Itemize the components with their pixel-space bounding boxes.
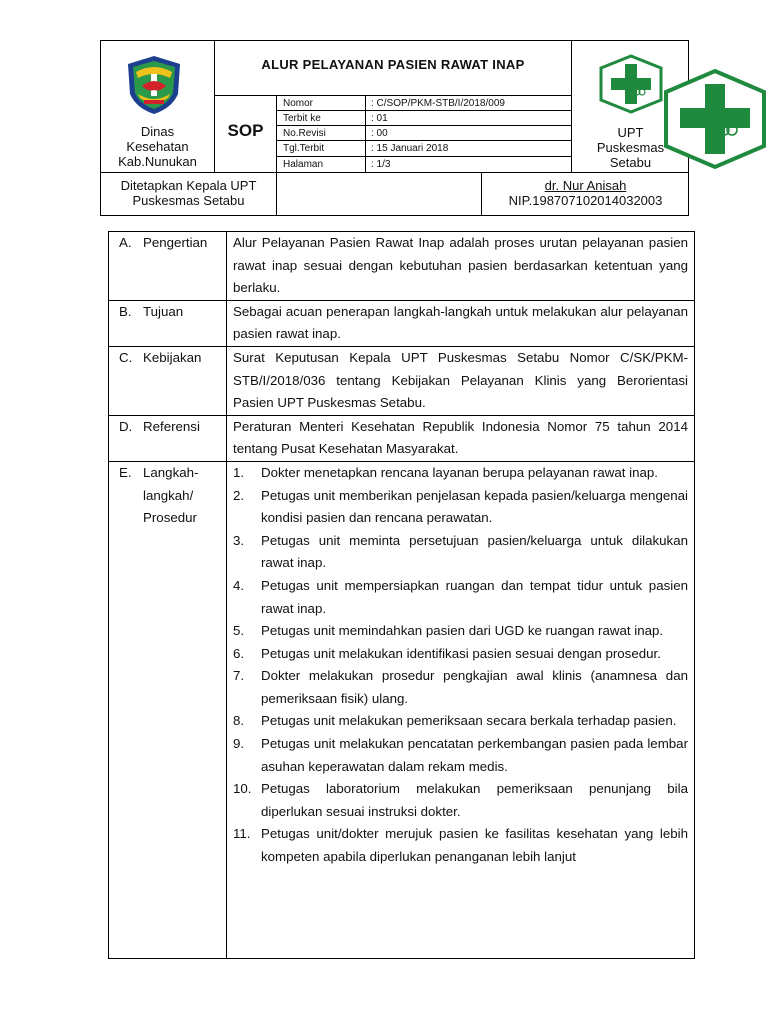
- meta-key: Terbit ke: [283, 112, 321, 124]
- meta-key: Nomor: [283, 97, 314, 109]
- section-body: Peraturan Menteri Kesehatan Republik Indonesia Nomor 75 tahun 2014 tentang Pusat Kesehatan Masyarakat.: [227, 415, 695, 461]
- section-body: [227, 461, 695, 958]
- step-number: 9.: [233, 736, 245, 752]
- procedure-step: [233, 823, 688, 868]
- meta-row: [277, 125, 571, 141]
- procedure-step: [233, 665, 688, 710]
- section-label-line: Prosedur: [143, 510, 197, 526]
- section-label-cell: [109, 300, 227, 346]
- step-text: Petugas laboratorium melakukan pemeriksaan penunjang bila diperlukan sesuai instruksi dokter.: [261, 781, 688, 819]
- sop-label: SOP: [227, 121, 264, 140]
- procedure-step: [233, 643, 688, 666]
- section-row: [109, 346, 695, 415]
- divider: [100, 172, 689, 173]
- meta-value: : 1/3: [371, 158, 391, 170]
- meta-value: : 15 Januari 2018: [371, 142, 449, 154]
- puskesmas-logo-icon: [597, 54, 665, 114]
- meta-value: : 01: [371, 112, 388, 124]
- right-org-line: UPT: [617, 125, 644, 140]
- section-body: Sebagai acuan penerapan langkah-langkah untuk melakukan alur pelayanan pasien rawat inap.: [227, 300, 695, 346]
- step-number: 10.: [233, 781, 252, 797]
- step-text: Petugas unit melakukan identifikasi pasien sesuai dengan prosedur.: [261, 645, 661, 661]
- step-text: Petugas unit melakukan pencatatan perkembangan pasien pada lembar asuhan keperawatan dalam rekam medis.: [261, 736, 688, 774]
- section-label-cell: [109, 461, 227, 958]
- step-text: Dokter menetapkan rencana layanan berupa pelayanan rawat inap.: [261, 464, 658, 480]
- meta-row: [277, 95, 571, 111]
- meta-key: No.Revisi: [283, 127, 326, 139]
- step-text: Petugas unit/dokter merujuk pasien ke fasilitas kesehatan yang lebih kompeten apabila diperlukan penanganan lebih lanjut: [261, 826, 688, 865]
- section-letter: D.: [119, 418, 133, 434]
- left-org-line: Kab.Nunukan: [118, 154, 197, 169]
- meta-row: [277, 156, 571, 172]
- section-letter: A.: [119, 235, 132, 250]
- procedure-step: [233, 733, 688, 778]
- signer-nip: NIP.198707102014032003: [508, 193, 663, 208]
- meta-key: Halaman: [283, 158, 324, 170]
- procedure-steps: [233, 462, 688, 869]
- section-label-cell: [109, 232, 227, 301]
- section-label: Kebijakan: [143, 349, 202, 365]
- document-title: ALUR PELAYANAN PASIEN RAWAT INAP: [261, 56, 525, 72]
- section-label-line: Langkah-: [143, 464, 199, 480]
- section-letter: E.: [119, 464, 132, 480]
- step-number: 7.: [233, 668, 245, 684]
- step-text: Petugas unit melakukan pemeriksaan secara berkala terhadap pasien.: [261, 713, 677, 729]
- section-label-line: langkah/: [143, 487, 194, 503]
- signer-name: dr. Nur Anisah: [544, 178, 627, 193]
- meta-key: Tgl.Terbit: [283, 142, 325, 154]
- procedure-step: [233, 778, 688, 823]
- section-row: [109, 415, 695, 461]
- section-body: Surat Keputusan Kepala UPT Puskesmas Setabu Nomor C/SK/PKM-STB/I/2018/036 tentang Kebijakan Pelayanan Klinis yang Berorientasi Pasien UPT Puskesmas Setabu.: [227, 346, 695, 415]
- procedure-step: [233, 620, 688, 643]
- step-number: 4.: [233, 577, 245, 593]
- section-label-cell: [109, 415, 227, 461]
- section-label: Tujuan: [143, 303, 184, 319]
- procedure-step: [233, 485, 688, 530]
- step-number: 11.: [233, 826, 251, 842]
- meta-row: [277, 110, 571, 126]
- section-label: Referensi: [143, 418, 200, 434]
- left-org-line: Dinas: [140, 124, 175, 139]
- step-text: Petugas unit mempersiapkan ruangan dan tempat tidur untuk pasien rawat inap.: [261, 577, 688, 616]
- step-text: Petugas unit meminta persetujuan pasien/keluarga untuk dilakukan rawat inap.: [261, 532, 688, 571]
- step-text: Petugas unit memindahkan pasien dari UGD ke ruangan rawat inap.: [261, 623, 664, 639]
- section-label: Pengertian: [143, 235, 208, 250]
- step-number: 2.: [233, 487, 245, 503]
- step-number: 1.: [233, 464, 245, 480]
- section-label: [143, 462, 220, 530]
- kabupaten-emblem-icon: [124, 54, 184, 116]
- sop-content-table: [108, 231, 695, 959]
- procedure-step: [233, 462, 688, 485]
- procedure-step: [233, 575, 688, 620]
- meta-value: : C/SOP/PKM-STB/I/2018/009: [371, 97, 505, 109]
- step-number: 3.: [233, 532, 245, 548]
- signer-block: [482, 178, 689, 208]
- left-org-line: Kesehatan: [126, 139, 189, 154]
- section-row: [109, 232, 695, 301]
- step-number: 8.: [233, 713, 245, 729]
- approval-label: [101, 178, 276, 208]
- procedure-step: [233, 530, 688, 575]
- right-org-line: Puskesmas: [596, 140, 665, 155]
- section-letter: B.: [119, 303, 132, 319]
- procedure-step: [233, 710, 688, 733]
- step-number: 6.: [233, 645, 245, 661]
- left-org-name: [101, 124, 214, 169]
- right-org-line: Setabu: [609, 155, 652, 170]
- right-org-name: [572, 125, 689, 170]
- meta-row: [277, 140, 571, 156]
- approval-label-line: Puskesmas Setabu: [132, 193, 245, 208]
- section-label-cell: [109, 346, 227, 415]
- step-text: Dokter melakukan prosedur pengkajian awal klinis (anamnesa dan pemeriksaan fisik) ulang.: [261, 668, 688, 706]
- approval-label-line: Ditetapkan Kepala UPT: [120, 178, 257, 193]
- section-row: [109, 461, 695, 958]
- step-text: Petugas unit memberikan penjelasan kepada pasien/keluarga mengenai kondisi pasien dan rencana perawatan.: [261, 487, 688, 526]
- meta-value: : 00: [371, 127, 388, 139]
- step-number: 5.: [233, 623, 245, 639]
- section-letter: C.: [119, 349, 133, 365]
- section-row: [109, 300, 695, 346]
- section-body: Alur Pelayanan Pasien Rawat Inap adalah proses urutan pelayanan pasien rawat inap sesuai dengan kebutuhan pasien berdasarkan ketentuan yang berlaku.: [227, 232, 695, 301]
